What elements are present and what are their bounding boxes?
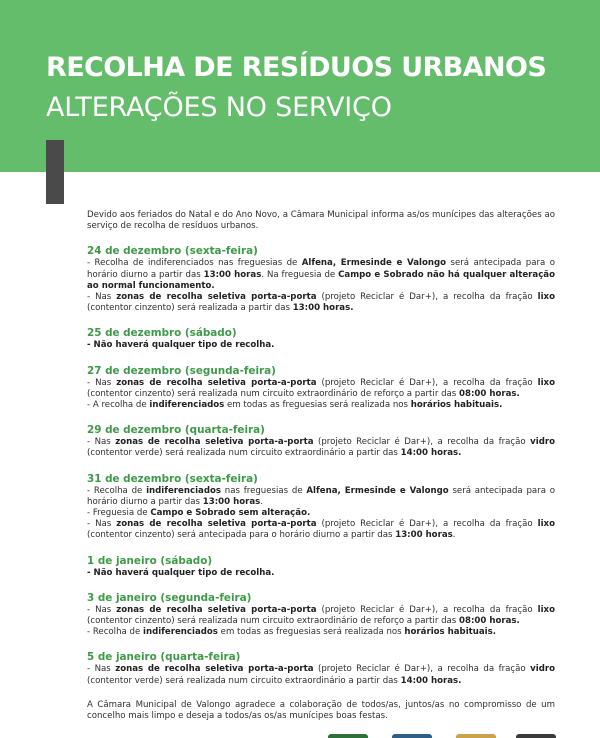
schedule-sections [87,245,555,686]
text-run: . [452,530,456,541]
text-run: (contentor cinzento) será realizada num circuito extraordinário de reforço a partir das [87,616,460,627]
bold-text: lixo [537,377,555,388]
bold-text: 14:00 horas. [400,448,462,459]
bold-text: 13:00 horas [203,269,262,280]
schedule-section [87,592,555,639]
gray-bin-icon [516,734,556,738]
text-run: será antecipada para o horário diurno a partir das [87,485,555,507]
schedule-section [87,473,555,542]
section-date-title: 27 de dezembro (segunda-feira) [87,364,276,377]
bold-text: horários habituais. [410,400,503,411]
bold-text: lixo [537,292,555,303]
bold-text: zonas de recolha seletiva porta-a-porta [116,519,317,530]
bold-text: 13:00 horas [395,530,453,541]
section-line [87,340,555,351]
bold-text: zonas de recolha seletiva porta-a-porta [116,377,317,388]
accent-bar [46,140,64,204]
bold-text: indiferenciados [149,400,225,411]
schedule-section [87,365,555,412]
section-line [87,258,555,292]
blue-bin-icon [392,734,432,738]
bold-text: lixo [537,604,555,615]
text-run: - Recolha de [87,627,143,638]
bold-text: Campo e Sobrado não há qualquer alteração ao normal funcionamento. [87,269,555,291]
text-run: (contentor cinzento) será antecipada para o horário diurno a partir das [87,530,396,541]
schedule-section [87,327,555,351]
bold-text: zonas de recolha seletiva porta-a-porta [115,664,314,675]
notice-body [87,210,555,722]
text-run: (projeto Reciclar é Dar+), a recolha da fração [313,437,531,448]
text-run: - Recolha de [87,485,147,496]
closing-paragraph: A Câmara Municipal de Valongo agradece a colaboração de todos/as, juntos/as no compromisso de um concelho mais limpo e deseja a todos/as os/as munícipes boas festas. [87,699,555,722]
text-run: - Freguesia de [87,508,151,519]
text-run: (contentor verde) será realizada num circuito extraordinário a partir das [87,675,401,686]
section-date-title: 31 de dezembro (sexta-feira) [87,472,258,485]
bold-text: indiferenciados [143,627,218,638]
schedule-section [87,651,555,686]
text-run: (projeto Reciclar é Dar+), a recolha da fração [316,519,538,530]
text-run: - Nas [87,604,117,615]
green-bin-icon [328,734,368,738]
section-line [87,568,555,579]
section-line [87,508,555,519]
section-line [87,605,555,627]
bold-text: 14:00 horas. [400,675,462,686]
section-date-title: 1 de janeiro (sábado) [87,554,213,567]
section-line [87,400,555,411]
schedule-section [87,424,555,459]
section-line [87,292,555,314]
bold-text: 13:00 horas. [292,303,354,314]
section-date-title: 24 de dezembro (sexta-feira) [87,245,258,258]
section-line [87,378,555,400]
text-run: (projeto Reciclar é Dar+), a recolha da fração [316,377,538,388]
text-run: - A recolha de [87,400,150,411]
text-run: (contentor cinzento) será realizada a partir das [87,303,293,314]
section-date-title: 3 de janeiro (segunda-feira) [87,591,252,604]
schedule-section [87,555,555,579]
text-run: será antecipada para o horário diurno a partir das [87,258,555,280]
text-run: . Na freguesia de [261,269,339,280]
bold-text: - Não haverá qualquer tipo de recolha. [87,567,275,578]
text-run: (projeto Reciclar é Dar+), a recolha da fração [316,292,538,303]
text-run: - Nas [87,664,116,675]
bold-text: indiferenciados [146,485,221,496]
schedule-section [87,245,555,314]
bold-text: Campo e Sobrado sem alteração. [150,508,311,519]
bold-text: horários habituais. [404,627,497,638]
bold-text: zonas de recolha seletiva porta-a-porta [116,604,317,615]
bins-illustration [0,728,600,738]
intro-paragraph: Devido aos feriados do Natal e do Ano Novo, a Câmara Municipal informa as/os munícipes das alterações ao serviço de recolha de resíduos urbanos. [87,210,555,232]
text-run: - Nas [87,292,117,303]
text-run: (projeto Reciclar é Dar+), a recolha da fração [313,664,531,675]
text-run: . [260,496,263,507]
section-line [87,486,555,508]
bold-text: 08:00 horas. [459,388,520,399]
text-run: (contentor cinzento) será realizada num circuito extraordinário de reforço a partir das [87,388,460,399]
page-subtitle: ALTERAÇÕES NO SERVIÇO [46,92,392,123]
text-run: - Nas [87,519,117,530]
bold-text: lixo [537,519,555,530]
bold-text: - Não haverá qualquer tipo de recolha. [87,340,275,351]
section-line [87,519,555,541]
text-run: em todas as freguesias será realizada nos [217,627,405,638]
bold-text: zonas de recolha seletiva porta-a-porta [116,292,317,303]
bold-text: vidro [530,664,555,675]
bold-text: 08:00 horas. [459,616,520,627]
bold-text: zonas de recolha seletiva porta-a-porta [115,437,314,448]
section-date-title: 25 de dezembro (sábado) [87,327,237,340]
section-line [87,627,555,638]
text-run: em todas as freguesias será realizada nos [224,400,411,411]
header-banner [0,0,600,172]
section-date-title: 29 de dezembro (quarta-feira) [87,424,265,437]
bold-text: 13:00 horas [202,496,261,507]
bold-text: vidro [530,437,555,448]
text-run: - Nas [87,377,117,388]
bold-text: Alfena, Ermesinde e Valongo [306,485,449,496]
section-line [87,437,555,459]
text-run: - Recolha de indiferenciados nas freguesias de [87,258,302,269]
yellow-bin-icon [456,734,496,738]
text-run: (contentor verde) será realizada num circuito extraordinário a partir das [87,448,401,459]
text-run: (projeto Reciclar é Dar+), a recolha da fração [316,604,538,615]
bold-text: Alfena, Ermesinde e Valongo [301,258,447,269]
page-title: RECOLHA DE RESÍDUOS URBANOS [46,52,547,83]
text-run: nas freguesias de [221,485,307,496]
section-line [87,664,555,686]
text-run: - Nas [87,437,116,448]
section-date-title: 5 de janeiro (quarta-feira) [87,651,241,664]
